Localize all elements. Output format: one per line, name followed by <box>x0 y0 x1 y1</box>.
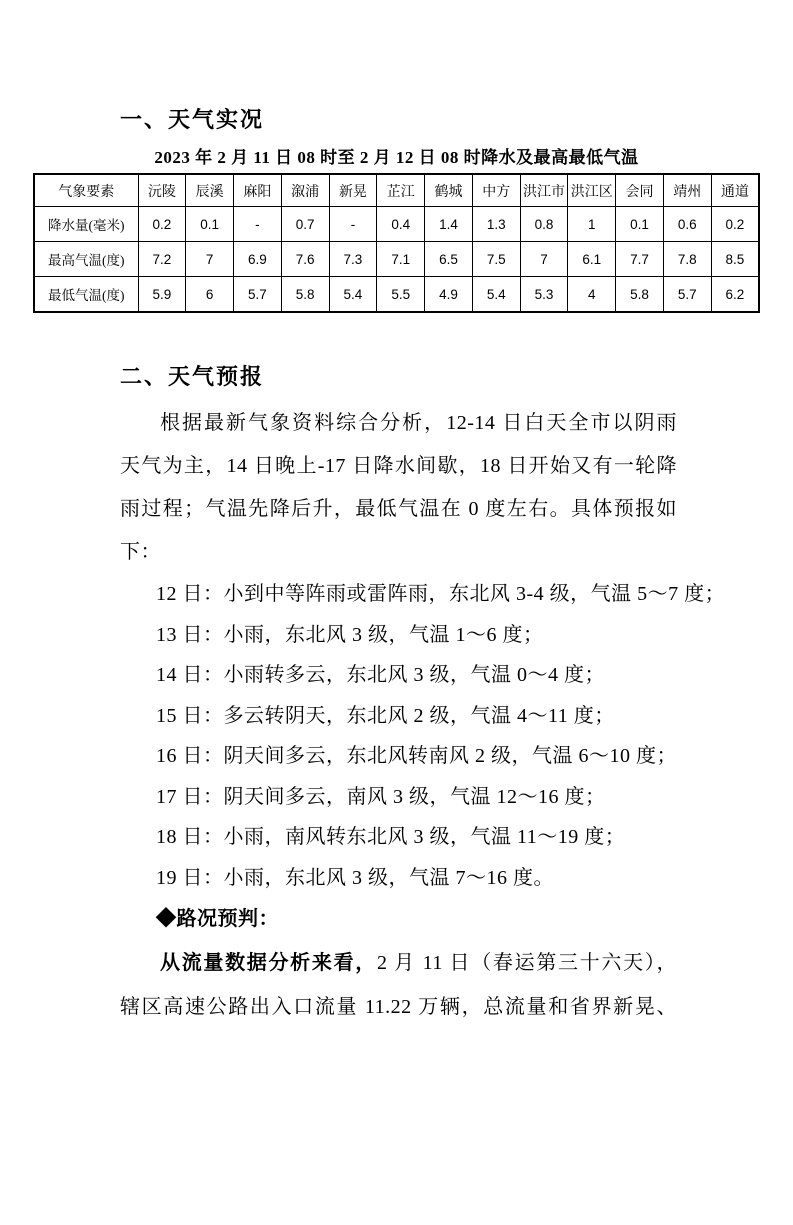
table-cell: 7.3 <box>329 242 377 277</box>
forecast-line: 18 日：小雨，南风转东北风 3 级，气温 11～19 度； <box>156 826 626 848</box>
table-header-row <box>34 174 759 207</box>
table-cell: 5.8 <box>616 277 664 313</box>
table-cell: 0.4 <box>377 207 425 242</box>
table-cell: 0.6 <box>663 207 711 242</box>
forecast-line: 15 日：多云转阴天，东北风 2 级，气温 4～11 度； <box>156 704 615 727</box>
table-cell: 5.3 <box>520 277 568 313</box>
daily-forecast-list <box>156 574 793 898</box>
table-header-cell: 鹤城 <box>425 174 473 207</box>
table-cell: 7.7 <box>616 242 664 277</box>
road-line: 辖区高速公路出入口流量 11.22 万辆，总流量和省界新晃、 <box>120 996 677 1018</box>
forecast-line: 14 日：小雨转多云，东北风 3 级，气温 0～4 度； <box>156 664 605 686</box>
table-cell: 0.1 <box>186 207 234 242</box>
table-cell: 0.2 <box>138 207 186 242</box>
table-header-cell: 洪江市 <box>520 174 568 207</box>
table-header-cell: 洪江区 <box>568 174 616 207</box>
forecast-intro-paragraph <box>120 402 677 574</box>
table-cell: 7.2 <box>138 242 186 277</box>
table-header-cell: 沅陵 <box>138 174 186 207</box>
document-page <box>0 103 793 1225</box>
intro-line: 根据最新气象资料综合分析，12-14 日白天全市以阴雨 <box>160 412 677 434</box>
table-cell: 0.8 <box>520 207 568 242</box>
table-header-cell: 气象要素 <box>34 174 138 207</box>
table-cell: - <box>234 207 282 242</box>
table-cell: 5.5 <box>377 277 425 313</box>
table-cell: 0.1 <box>616 207 664 242</box>
table-cell: 6.2 <box>711 277 759 313</box>
table-cell: 7.1 <box>377 242 425 277</box>
table-cell: 7 <box>186 242 234 277</box>
table-row-min-temp <box>34 277 759 313</box>
table-cell: 5.7 <box>234 277 282 313</box>
table-cell: - <box>329 207 377 242</box>
table-cell: 7.8 <box>663 242 711 277</box>
table-cell: 7 <box>520 242 568 277</box>
table-header-cell: 会同 <box>616 174 664 207</box>
table-cell: 1 <box>568 207 616 242</box>
table-cell: 5.9 <box>138 277 186 313</box>
table-cell: 6 <box>186 277 234 313</box>
intro-line: 天气为主，14 日晚上-17 日降水间歇，18 日开始又有一轮降 <box>120 455 677 477</box>
table-cell: 7.5 <box>472 242 520 277</box>
forecast-line: 12 日：小到中等阵雨或雷阵雨，东北风 3-4 级，气温 5～7 度； <box>156 583 726 605</box>
table-header-cell: 溆浦 <box>281 174 329 207</box>
table-header-cell: 芷江 <box>377 174 425 207</box>
forecast-line: 17 日：阴天间多云，南风 3 级，气温 12～16 度； <box>156 785 606 808</box>
weather-table <box>33 173 760 313</box>
table-header-cell: 麻阳 <box>234 174 282 207</box>
road-line-rest: 2 月 11 日（春运第三十六天）， <box>376 952 678 974</box>
table-row-max-temp <box>34 242 759 277</box>
table-cell: 4.9 <box>425 277 473 313</box>
table-cell: 6.5 <box>425 242 473 277</box>
table-cell: 6.9 <box>234 242 282 277</box>
table-header-cell: 中方 <box>472 174 520 207</box>
table-cell: 6.1 <box>568 242 616 277</box>
table-header-cell: 靖州 <box>663 174 711 207</box>
table-cell: 1.4 <box>425 207 473 242</box>
table-header-cell: 通道 <box>711 174 759 207</box>
forecast-line: 13 日：小雨，东北风 3 级，气温 1～6 度； <box>156 623 544 646</box>
table-cell: 5.7 <box>663 277 711 313</box>
table-row-precipitation <box>34 207 759 242</box>
table-cell: 4 <box>568 277 616 313</box>
table-title: 2023 年 2 月 11 日 08 时至 2 月 12 日 08 时降水及最高最低气温 <box>154 148 639 167</box>
table-header-cell: 新晃 <box>329 174 377 207</box>
table-cell: 7.6 <box>281 242 329 277</box>
row-label: 降水量(毫米) <box>34 207 138 242</box>
road-condition-heading: ◆路况预判： <box>156 908 279 930</box>
table-cell: 5.4 <box>472 277 520 313</box>
forecast-line: 19 日：小雨，东北风 3 级，气温 7～16 度。 <box>156 866 554 889</box>
section-heading-weather-forecast: 二、天气预报 <box>120 364 265 389</box>
road-line <box>120 941 677 985</box>
table-cell: 5.4 <box>329 277 377 313</box>
table-header-cell: 辰溪 <box>186 174 234 207</box>
section-heading-weather-actual: 一、天气实况 <box>120 107 265 132</box>
intro-line: 雨过程；气温先降后升，最低气温在 0 度左右。具体预报如 <box>120 498 677 520</box>
table-cell: 8.5 <box>711 242 759 277</box>
road-bold-lead: 从流量数据分析来看， <box>160 952 377 974</box>
table-cell: 0.7 <box>281 207 329 242</box>
table-cell: 1.3 <box>472 207 520 242</box>
table-cell: 5.8 <box>281 277 329 313</box>
forecast-line: 16 日：阴天间多云，东北风转南风 2 级，气温 6～10 度； <box>156 745 677 767</box>
row-label: 最低气温(度) <box>34 277 138 313</box>
row-label: 最高气温(度) <box>34 242 138 277</box>
table-cell: 0.2 <box>711 207 759 242</box>
intro-line: 下： <box>120 541 161 563</box>
road-condition-paragraph <box>120 941 677 1029</box>
